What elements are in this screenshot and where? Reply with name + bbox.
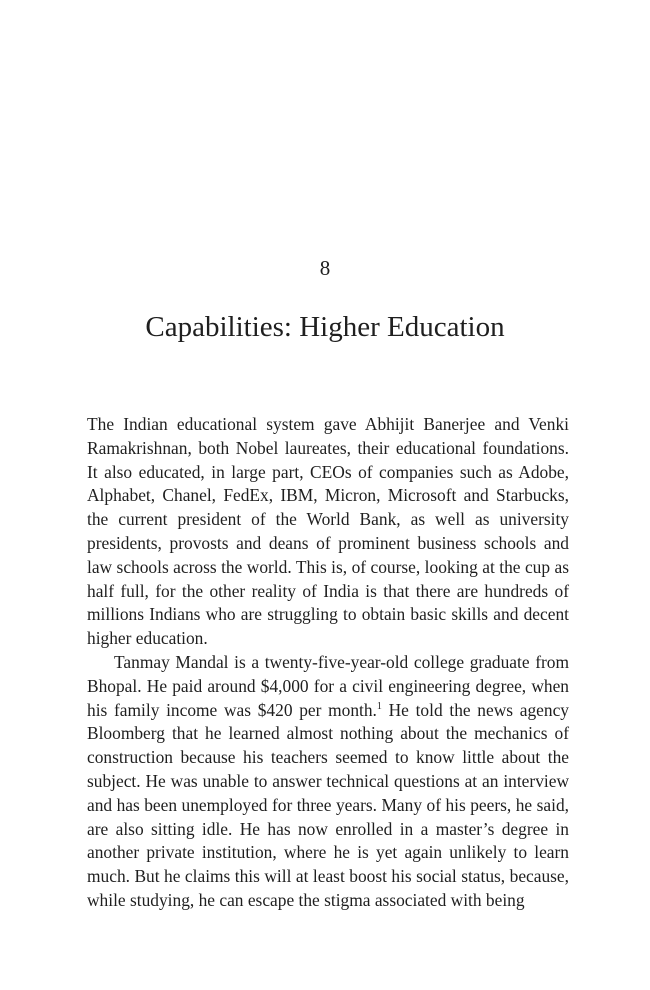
paragraph-1: The Indian educational system gave Abhijit Banerjee and Venki Ramakrishnan, both Nobel laureates, their educational foundations. It also educated, in large part, CEOs of companies such as Adobe, Alphabet, Chanel, FedEx, IBM, Micron, Microsoft and Starbucks, the current president of the World Bank, as well as university presidents, provosts and deans of prominent business schools and law schools across the world. This is, of course, looking at the cup as half full, for the other reality of India is that there are hundreds of millions Indians who are struggling to obtain basic skills and decent higher education. <box>87 414 569 649</box>
paragraph-2-text-end: He told the news agency Bloomberg that he learned almost nothing about the mechanics of construction because his teachers seemed to know little about the subject. He was unable to answer technical questions at an interview and has been unemployed for three years. Many of his peers, he said, are also sitting idle. He has now enrolled in a master’s degree in another private institution, where he is yet again unlikely to learn much. But he claims this will at least boost his social status, because, while studying, he can escape the stigma associated with being <box>87 699 569 910</box>
footnote-marker[interactable]: 1 <box>376 700 382 712</box>
paragraph-2 <box>87 651 569 913</box>
body-text <box>87 413 569 913</box>
chapter-number: 8 <box>319 256 331 280</box>
chapter-title: Capabilities: Higher Education <box>145 311 505 343</box>
paragraph-2-text-start: Tanmay Mandal is a twenty-five-year-old college graduate from Bhopal. He paid around $4,000 for a civil engineering degree, when his family income was $420 per month. <box>87 651 569 720</box>
